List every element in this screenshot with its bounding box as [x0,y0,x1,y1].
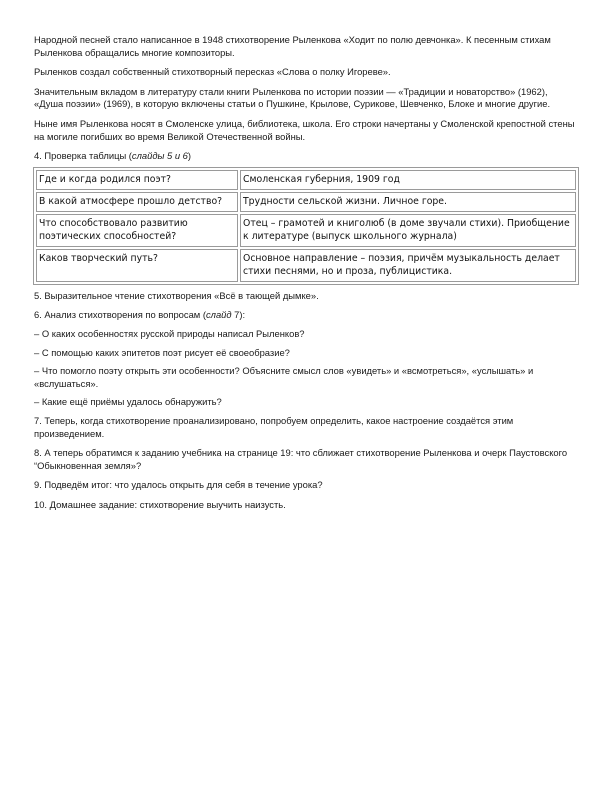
biography-table [33,167,579,285]
step-6: 6. Анализ стихотворения по вопросам (слайд 7): [34,309,246,321]
table-row [36,249,576,282]
table-answer: Смоленская губерния, 1909 год [240,170,576,190]
table-row [36,192,576,212]
step-7: 7. Теперь, когда стихотворение проанализировано, попробуем определить, какое настроение создаётся этим произведением. [34,414,514,439]
table-question: Каков творческий путь? [36,249,238,282]
table-answer: Отец – грамотей и книголюб (в доме звучали стихи). Приобщение к литературе (выпуск школьного журнала) [240,214,576,247]
table-answer: Трудности сельской жизни. Личное горе. [240,192,576,212]
table-answer: Основное направление – поэзия, причём музыкальность делает стихи песнями, но и проза, публицистика. [240,249,576,282]
table-heading-slides: слайды 5 и 6 [131,150,188,162]
question-2: – С помощью каких эпитетов поэт рисует её своеобразие? [34,346,290,358]
paragraph-books: Значительным вкладом в литературу стали книги Рыленкова по истории поэзии — «Традиции и новаторство» (1962), «Душа поэзии» (1969), в которую включены статьи о Пушкине, Крылове, Сурикове, Шевченко, Блоке и многие другие. [34,85,551,110]
table-question: В какой атмосфере прошло детство? [36,192,238,212]
table-question: Что способствовало развитию поэтических способностей? [36,214,238,247]
table-row [36,214,576,247]
table-row [36,170,576,190]
table-question: Где и когда родился поэт? [36,170,238,190]
step-5: 5. Выразительное чтение стихотворения «Всё в тающей дымке». [34,289,319,301]
table-heading: 4. Проверка таблицы (слайды 5 и 6) [34,150,191,162]
step-9: 9. Подведём итог: что удалось открыть для себя в течение урока? [34,479,323,491]
paragraph-igor: Рыленков создал собственный стихотворный пересказ «Слова о полку Игореве». [34,66,391,78]
step-8: 8. А теперь обратимся к заданию учебника на странице 19: что сближает стихотворение Рыленкова и очерк Паустовского “Обыкновенная земля»? [34,447,568,471]
step-6-slide: слайд [205,309,232,321]
question-4: – Какие ещё приёмы удалось обнаружить? [34,396,222,408]
step-10: 10. Домашнее задание: стихотворение выучить наизусть. [34,498,286,510]
paragraph-memory: Ныне имя Рыленкова носят в Смоленске улица, библиотека, школа. Его строки начертаны у Смоленской крепостной стены на могиле погибших во время Великой Отечественной войны. [34,117,575,142]
question-3: – Что помогло поэту открыть эти особенности? Объясните смысл слов «увидеть» и «всмотреться», «услышать» и «вслушаться». [34,365,534,389]
document-page [34,34,579,518]
paragraph-songs: Народной песней стало написанное в 1948 стихотворение Рыленкова «Ходит по полю девчонка». К песенным стихам Рыленкова обращались многие композиторы. [34,34,551,58]
question-1: – О каких особенностях русской природы написал Рыленков? [34,327,305,339]
